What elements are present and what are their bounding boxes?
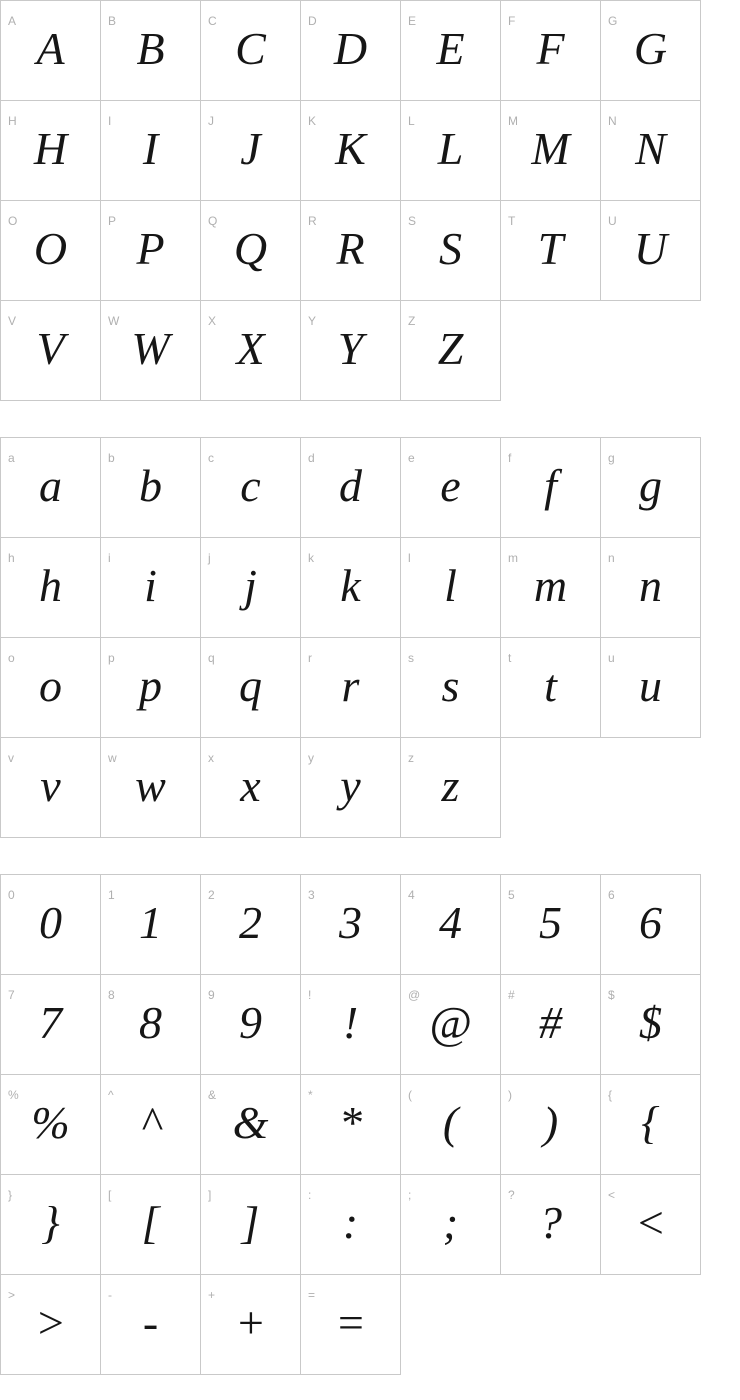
cell-label: 7 <box>8 988 15 1002</box>
cell-glyph: ; <box>442 1197 459 1248</box>
cell-glyph: J <box>240 123 261 174</box>
glyph-cell <box>1 1275 101 1375</box>
glyph-cell <box>1 638 101 738</box>
cell-glyph: z <box>441 760 460 811</box>
cell-label: - <box>108 1288 112 1302</box>
glyph-cell <box>501 538 601 638</box>
glyph-cell <box>401 101 501 201</box>
cell-label: C <box>208 14 217 28</box>
glyph-cell <box>401 438 501 538</box>
glyph-cell <box>301 1175 401 1275</box>
glyph-cell <box>1 1 101 101</box>
cell-label: z <box>408 751 414 765</box>
cell-label: N <box>608 114 617 128</box>
glyph-cell <box>501 101 601 201</box>
cell-label: g <box>608 451 615 465</box>
cell-glyph: 9 <box>239 997 262 1048</box>
cell-glyph: 3 <box>339 897 362 948</box>
glyph-cell <box>101 638 201 738</box>
glyph-row <box>1 201 701 301</box>
cell-label: ( <box>408 1088 412 1102</box>
cell-label: & <box>208 1088 217 1102</box>
glyph-cell <box>601 1175 701 1275</box>
cell-glyph: l <box>444 560 457 611</box>
cell-glyph: = <box>334 1297 367 1348</box>
cell-label: M <box>508 114 518 128</box>
cell-label: # <box>508 988 515 1002</box>
cell-label: c <box>208 451 214 465</box>
glyph-cell <box>201 201 301 301</box>
cell-label: ^ <box>108 1088 114 1102</box>
glyph-cell <box>201 738 301 838</box>
cell-label: v <box>8 751 14 765</box>
cell-label: ? <box>508 1188 515 1202</box>
cell-label: [ <box>108 1188 112 1202</box>
cell-label: a <box>8 451 15 465</box>
glyph-cell <box>601 1 701 101</box>
cell-label: : <box>308 1188 312 1202</box>
cell-label: < <box>608 1188 616 1202</box>
glyph-cell <box>101 875 201 975</box>
cell-glyph: $ <box>639 997 662 1048</box>
cell-label: 3 <box>308 888 315 902</box>
glyph-cell <box>301 538 401 638</box>
glyph-cell <box>201 975 301 1075</box>
cell-glyph: F <box>536 23 565 74</box>
cell-glyph: p <box>139 660 162 711</box>
cell-label: Y <box>308 314 317 328</box>
glyph-cell <box>201 1275 301 1375</box>
cell-label: B <box>108 14 117 28</box>
uppercase-glyph-grid <box>0 0 701 401</box>
cell-label: T <box>508 214 516 228</box>
glyph-cell <box>601 101 701 201</box>
cell-label: W <box>108 314 120 328</box>
cell-glyph: # <box>539 997 562 1048</box>
cell-glyph: Y <box>337 323 364 374</box>
glyph-cell <box>501 638 601 738</box>
cell-glyph: U <box>633 223 668 274</box>
glyph-cell <box>1 301 101 401</box>
glyph-cell <box>501 875 601 975</box>
cell-glyph: k <box>340 560 361 611</box>
glyph-cell <box>301 101 401 201</box>
glyph-cell <box>201 438 301 538</box>
cell-glyph: & <box>232 1097 269 1148</box>
cell-glyph: } <box>41 1197 60 1248</box>
cell-label: d <box>308 451 315 465</box>
glyph-row <box>1 975 701 1075</box>
cell-glyph: 8 <box>139 997 162 1048</box>
cell-glyph: c <box>240 460 261 511</box>
glyph-cell <box>201 875 301 975</box>
glyph-cell <box>201 1175 301 1275</box>
cell-glyph: L <box>437 123 464 174</box>
cell-glyph: S <box>439 223 462 274</box>
glyph-cell <box>601 975 701 1075</box>
cell-glyph: j <box>244 560 257 611</box>
glyph-cell <box>601 438 701 538</box>
cell-label: * <box>308 1088 313 1102</box>
glyph-cell <box>201 1075 301 1175</box>
cell-glyph: D <box>333 23 368 74</box>
cell-label: 1 <box>108 888 115 902</box>
glyph-cell <box>301 438 401 538</box>
glyph-cell <box>401 975 501 1075</box>
cell-glyph: y <box>340 760 361 811</box>
cell-glyph: A <box>36 23 65 74</box>
glyph-cell <box>301 1075 401 1175</box>
glyph-cell <box>501 975 601 1075</box>
lowercase-glyph-grid <box>0 437 701 838</box>
cell-glyph: u <box>639 660 662 711</box>
cell-label: D <box>308 14 317 28</box>
glyph-cell <box>401 638 501 738</box>
glyph-cell <box>301 301 401 401</box>
glyph-cell <box>401 1075 501 1175</box>
glyph-row <box>1 101 701 201</box>
cell-glyph: ^ <box>140 1097 161 1148</box>
glyph-row <box>1 301 701 401</box>
cell-glyph: R <box>336 223 365 274</box>
glyph-cell <box>101 438 201 538</box>
glyph-cell <box>1 1175 101 1275</box>
glyph-cell <box>101 1275 201 1375</box>
cell-glyph: 5 <box>539 897 562 948</box>
glyph-cell <box>501 438 601 538</box>
cell-glyph: : <box>342 1197 359 1248</box>
cell-label: 4 <box>408 888 415 902</box>
cell-label: l <box>408 551 411 565</box>
cell-glyph: o <box>39 660 62 711</box>
digits-symbols-glyph-grid <box>0 874 701 1375</box>
cell-label: K <box>308 114 317 128</box>
cell-label: i <box>108 551 111 565</box>
cell-glyph: P <box>136 223 165 274</box>
cell-glyph: r <box>341 660 360 711</box>
cell-glyph: O <box>33 223 68 274</box>
glyph-cell <box>1 1075 101 1175</box>
glyph-cell <box>301 875 401 975</box>
cell-glyph: T <box>537 223 564 274</box>
glyph-cell <box>401 301 501 401</box>
glyph-cell <box>401 875 501 975</box>
glyph-cell <box>1 201 101 301</box>
cell-label: s <box>408 651 414 665</box>
glyph-cell <box>601 201 701 301</box>
cell-glyph: v <box>40 760 61 811</box>
cell-glyph: g <box>639 460 662 511</box>
cell-label: p <box>108 651 115 665</box>
cell-glyph: ] <box>241 1197 260 1248</box>
cell-glyph: b <box>139 460 162 511</box>
cell-label: H <box>8 114 17 128</box>
glyph-cell <box>501 1 601 101</box>
cell-glyph: V <box>36 323 65 374</box>
glyph-cell <box>101 101 201 201</box>
cell-label: = <box>308 1288 316 1302</box>
cell-label: u <box>608 651 615 665</box>
cell-label: % <box>8 1088 19 1102</box>
cell-glyph: H <box>33 123 68 174</box>
cell-glyph: E <box>436 23 465 74</box>
cell-glyph: 4 <box>439 897 462 948</box>
cell-label: G <box>608 14 618 28</box>
cell-label: Q <box>208 214 218 228</box>
glyph-cell <box>101 1 201 101</box>
cell-label: 8 <box>108 988 115 1002</box>
cell-label: r <box>308 651 312 665</box>
cell-label: 2 <box>208 888 215 902</box>
cell-glyph: @ <box>429 997 472 1048</box>
cell-glyph: ) <box>542 1097 559 1148</box>
cell-glyph: h <box>39 560 62 611</box>
cell-glyph: e <box>440 460 461 511</box>
cell-glyph: I <box>142 123 159 174</box>
cell-label: L <box>408 114 415 128</box>
cell-label: m <box>508 551 518 565</box>
glyph-cell <box>1 875 101 975</box>
cell-label: h <box>8 551 15 565</box>
cell-label: q <box>208 651 215 665</box>
cell-label: R <box>308 214 317 228</box>
cell-label: P <box>108 214 117 228</box>
cell-glyph: < <box>634 1197 667 1248</box>
glyph-row <box>1 738 701 838</box>
glyph-cell <box>301 1 401 101</box>
cell-label: e <box>408 451 415 465</box>
glyph-cell <box>201 1 301 101</box>
cell-glyph: * <box>339 1097 362 1148</box>
glyph-cell <box>501 1075 601 1175</box>
cell-glyph: q <box>239 660 262 711</box>
cell-glyph: K <box>335 123 366 174</box>
glyph-cell <box>301 638 401 738</box>
glyph-cell <box>101 1175 201 1275</box>
cell-glyph: 7 <box>39 997 62 1048</box>
glyph-row <box>1 1075 701 1175</box>
cell-label: { <box>608 1088 613 1102</box>
cell-label: w <box>108 751 117 765</box>
cell-label: o <box>8 651 15 665</box>
glyph-cell <box>601 1075 701 1175</box>
cell-label: n <box>608 551 615 565</box>
cell-glyph: f <box>544 460 557 511</box>
cell-label: f <box>508 451 512 465</box>
cell-label: F <box>508 14 516 28</box>
glyph-row <box>1 1175 701 1275</box>
glyph-cell <box>201 301 301 401</box>
cell-label: ] <box>208 1188 212 1202</box>
cell-glyph: - <box>142 1297 159 1348</box>
glyph-cell <box>301 1275 401 1375</box>
cell-glyph: M <box>531 123 570 174</box>
glyph-cell <box>101 301 201 401</box>
cell-glyph: w <box>135 760 166 811</box>
cell-glyph: m <box>533 560 568 611</box>
cell-glyph: 2 <box>239 897 262 948</box>
glyph-cell <box>401 538 501 638</box>
cell-glyph: Q <box>233 223 268 274</box>
glyph-cell <box>401 1 501 101</box>
cell-label: x <box>208 751 214 765</box>
cell-label: 9 <box>208 988 215 1002</box>
cell-label: k <box>308 551 314 565</box>
cell-glyph: G <box>633 23 668 74</box>
cell-label: $ <box>608 988 615 1002</box>
cell-glyph: C <box>235 23 266 74</box>
glyph-cell <box>201 638 301 738</box>
cell-glyph: % <box>31 1097 70 1148</box>
glyph-cell <box>101 1075 201 1175</box>
cell-label: A <box>8 14 17 28</box>
glyph-cell <box>501 201 601 301</box>
cell-label: O <box>8 214 18 228</box>
glyph-row <box>1 438 701 538</box>
glyph-row <box>1 538 701 638</box>
cell-label: V <box>8 314 17 328</box>
glyph-row <box>1 1 701 101</box>
cell-glyph: ! <box>342 997 359 1048</box>
cell-glyph: 6 <box>639 897 662 948</box>
glyph-cell <box>501 1175 601 1275</box>
cell-glyph: 1 <box>139 897 162 948</box>
glyph-row <box>1 638 701 738</box>
glyph-cell <box>101 738 201 838</box>
glyph-cell <box>1 438 101 538</box>
glyph-cell <box>101 538 201 638</box>
cell-label: t <box>508 651 512 665</box>
cell-label: J <box>208 114 214 128</box>
cell-glyph: d <box>339 460 362 511</box>
glyph-cell <box>301 738 401 838</box>
cell-glyph: x <box>240 760 261 811</box>
cell-glyph: ? <box>539 1197 562 1248</box>
cell-glyph: W <box>131 323 170 374</box>
cell-label: } <box>8 1188 13 1202</box>
glyph-cell <box>301 201 401 301</box>
cell-label: S <box>408 214 417 228</box>
cell-glyph: X <box>236 323 265 374</box>
glyph-cell <box>301 975 401 1075</box>
glyph-cell <box>101 201 201 301</box>
cell-glyph: ( <box>442 1097 459 1148</box>
cell-label: ) <box>508 1088 512 1102</box>
glyph-cell <box>401 1175 501 1275</box>
cell-label: ! <box>308 988 312 1002</box>
cell-label: E <box>408 14 417 28</box>
cell-label: X <box>208 314 217 328</box>
cell-glyph: i <box>144 560 157 611</box>
cell-label: Z <box>408 314 416 328</box>
glyph-cell <box>101 975 201 1075</box>
cell-label: y <box>308 751 314 765</box>
glyph-cell <box>201 538 301 638</box>
cell-label: > <box>8 1288 16 1302</box>
cell-glyph: { <box>641 1097 660 1148</box>
cell-label: @ <box>408 988 421 1002</box>
glyph-row <box>1 875 701 975</box>
glyph-cell <box>601 875 701 975</box>
cell-glyph: [ <box>141 1197 160 1248</box>
cell-label: j <box>208 551 211 565</box>
glyph-cell <box>401 738 501 838</box>
cell-label: I <box>108 114 112 128</box>
glyph-cell <box>401 201 501 301</box>
cell-label: U <box>608 214 617 228</box>
glyph-row <box>1 1275 701 1375</box>
cell-glyph: + <box>234 1297 267 1348</box>
cell-glyph: t <box>544 660 557 711</box>
glyph-cell <box>201 101 301 201</box>
cell-glyph: s <box>441 660 460 711</box>
glyph-cell <box>1 738 101 838</box>
glyph-cell <box>1 538 101 638</box>
cell-glyph: a <box>39 460 62 511</box>
cell-glyph: N <box>635 123 666 174</box>
cell-label: 6 <box>608 888 615 902</box>
cell-glyph: B <box>136 23 165 74</box>
glyph-cell <box>1 101 101 201</box>
cell-glyph: > <box>34 1297 67 1348</box>
cell-label: + <box>208 1288 216 1302</box>
cell-glyph: n <box>639 560 662 611</box>
cell-label: b <box>108 451 115 465</box>
cell-label: 0 <box>8 888 15 902</box>
cell-glyph: 0 <box>39 897 62 948</box>
cell-glyph: Z <box>437 323 464 374</box>
glyph-cell <box>1 975 101 1075</box>
glyph-cell <box>601 638 701 738</box>
glyph-cell <box>601 538 701 638</box>
cell-label: ; <box>408 1188 412 1202</box>
cell-label: 5 <box>508 888 515 902</box>
